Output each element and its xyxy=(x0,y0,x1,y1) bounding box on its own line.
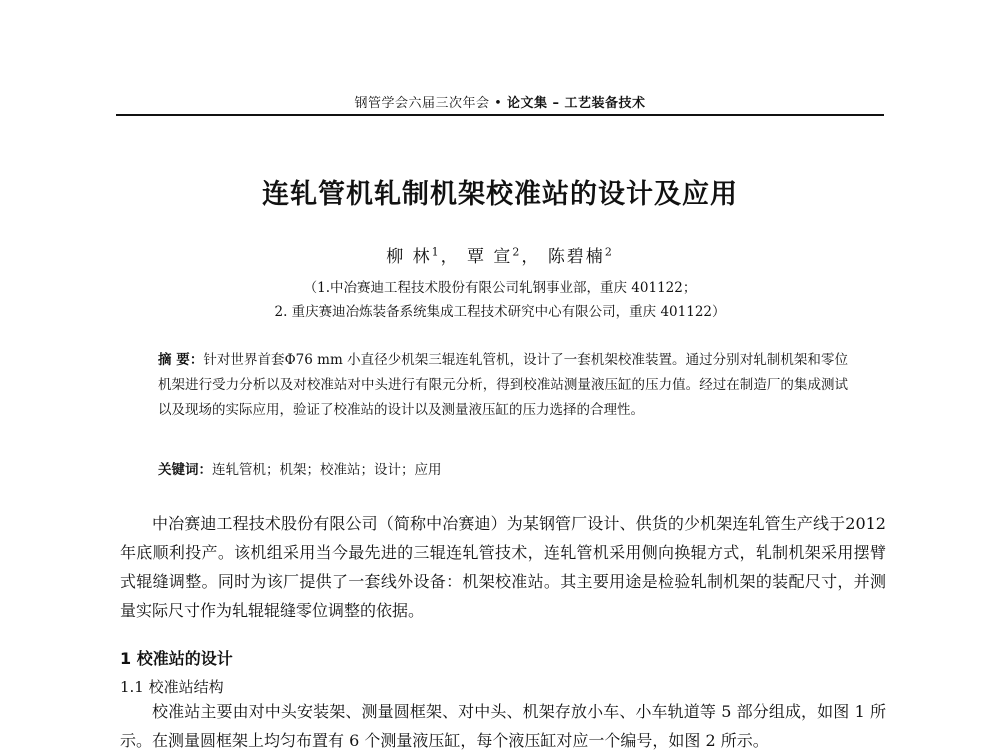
author-affiliation-mark: 2 xyxy=(604,245,614,259)
subsection-heading: 1.1 校准站结构 xyxy=(120,678,224,696)
author-name: 柳 林 xyxy=(386,247,432,267)
abstract xyxy=(158,348,848,423)
author-affiliation-mark: 1 xyxy=(431,245,441,259)
abstract-text: 针对世界首套Φ76 mm 小直径少机架三辊连轧管机，设计了一套机架校准装置。通过分别对轧制机架和零位机架进行受力分析以及对校准站对中头进行有限元分析，得到校准站测量液压缸的压力值。经过在制造厂的集成测试以及现场的实际应用，验证了校准站的设计以及测量液压缸的压力选择的合理性。 xyxy=(158,352,848,418)
keywords-text: 连轧管机；机架；校准站；设计；应用 xyxy=(212,462,442,478)
body-paragraph: 校准站主要由对中头安装架、测量圆框架、对中头、机架存放小车、小车轨道等 5 部分组成，如图 1 所示。在测量圆框架上均匀布置有 6 个测量液压缸，每个液压缸对应一个编号，如图 2 所示。 xyxy=(120,702,886,750)
paper-title: 连轧管机轧制机架校准站的设计及应用 xyxy=(262,179,738,210)
collection-name: 论文集 – 工艺装备技术 xyxy=(506,96,646,111)
author-affiliation-mark: 2 xyxy=(512,245,522,259)
intro-paragraph: 中冶赛迪工程技术股份有限公司（简称中冶赛迪）为某钢管厂设计、供货的少机架连轧管生产线于2012年底顺利投产。该机组采用当今最先进的三辊连轧管技术，连轧管机采用侧向换辊方式，轧制机架采用摆臂式辊缝调整。同时为该厂提供了一套线外设备：机架校准站。其主要用途是检验轧制机架的装配尺寸，并测量实际尺寸作为轧辊辊缝零位调整的依据。 xyxy=(120,514,886,620)
keywords-label: 关键词： xyxy=(158,462,212,478)
section-heading: 1 校准站的设计 xyxy=(120,649,233,668)
affiliation-2: 2. 重庆赛迪冶炼装备系统集成工程技术研究中心有限公司，重庆 401122） xyxy=(274,304,726,320)
conference-name: 钢管学会六届三次年会 • xyxy=(354,96,503,111)
header-rule xyxy=(116,114,884,116)
author-name: 覃 宣 xyxy=(467,247,513,267)
author-name: 陈碧楠 xyxy=(547,247,605,267)
affiliation-1: （1.中冶赛迪工程技术股份有限公司轧钢事业部，重庆 401122； xyxy=(303,280,697,296)
author-list: 柳 林$^1$， 覃 宣$^2$， 陈碧楠$^2$ xyxy=(386,245,614,267)
running-header xyxy=(0,92,1000,111)
abstract-label: 摘 要： xyxy=(158,352,204,368)
keywords xyxy=(158,458,848,478)
